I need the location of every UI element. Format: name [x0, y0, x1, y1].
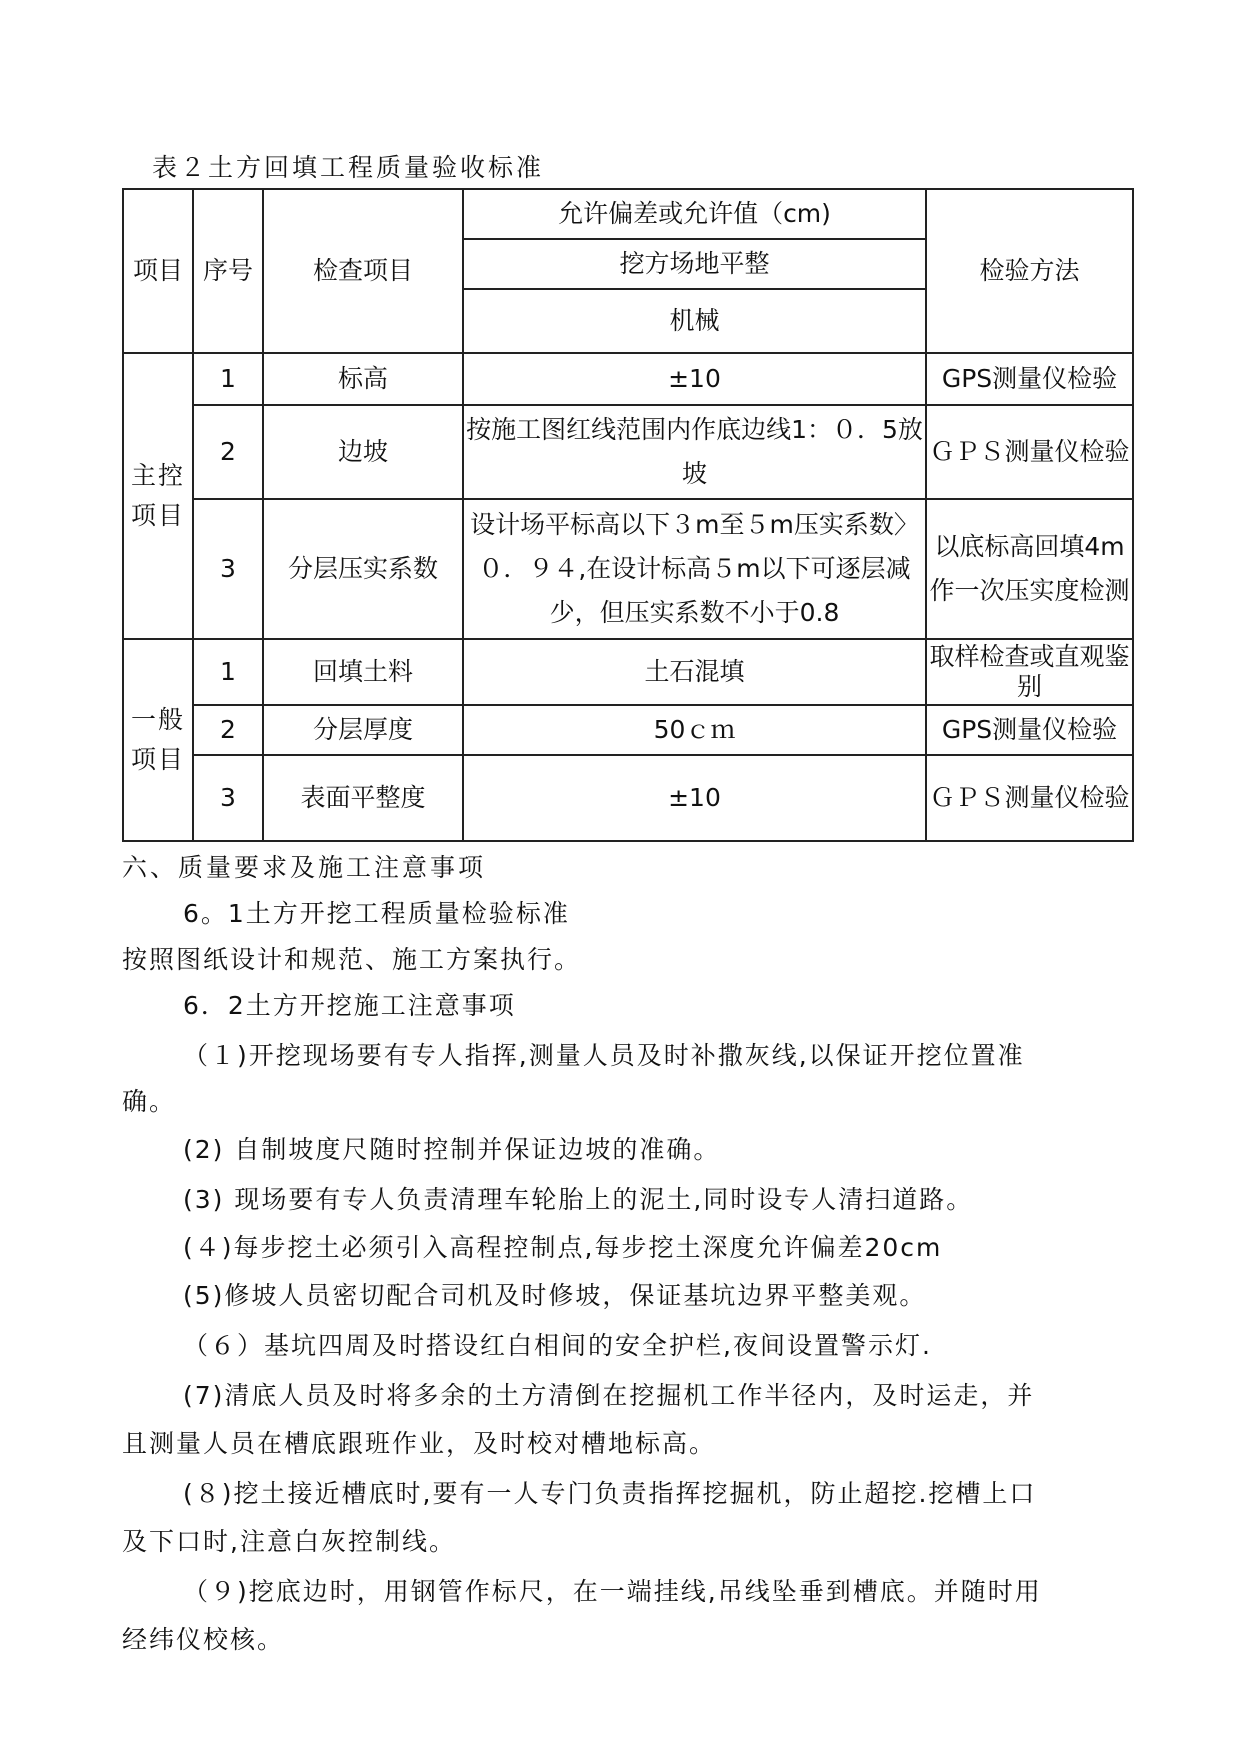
row-method: ＧＰＳ测量仪检验: [926, 755, 1133, 841]
group-label-general: 一般项目: [123, 639, 193, 841]
header-check: 检查项目: [263, 189, 463, 353]
list-item: （９)挖底边时，用钢管作标尺，在一端挂线,吊线坠垂到槽底。并随时用: [183, 1577, 1042, 1606]
row-value: 按施工图红线范围内作底边线1：０．5放坡: [463, 405, 926, 499]
row-method: 取样检查或直观鉴别: [926, 639, 1133, 705]
row-check: 标高: [263, 353, 463, 405]
row-seq: 3: [193, 499, 263, 639]
acceptance-standard-table: [122, 188, 1134, 842]
list-item: (８)挖土接近槽底时,要有一人专门负责指挥挖掘机，防止超挖.挖槽上口: [183, 1479, 1037, 1508]
table-caption: 表２土方回填工程质量验收标准: [152, 153, 545, 182]
row-seq: 2: [193, 405, 263, 499]
list-item: (3) 现场要有专人负责清理车轮胎上的泥土,同时设专人清扫道路。: [183, 1185, 974, 1214]
row-method: GPS测量仪检验: [926, 353, 1133, 405]
row-method: GPS测量仪检验: [926, 705, 1133, 755]
subsection-title: 6．2土方开挖施工注意事项: [183, 991, 516, 1020]
row-check: 回填土料: [263, 639, 463, 705]
row-check: 表面平整度: [263, 755, 463, 841]
list-item: (４)每步挖土必须引入高程控制点,每步挖土深度允许偏差20cm: [183, 1233, 943, 1262]
row-check: 边坡: [263, 405, 463, 499]
header-sub1: 挖方场地平整: [463, 239, 926, 289]
row-check: 分层厚度: [263, 705, 463, 755]
header-item: 项目: [123, 189, 193, 353]
row-value: ±10: [463, 755, 926, 841]
section-heading: 六、质量要求及施工注意事项: [122, 853, 487, 882]
row-value: 50ｃｍ: [463, 705, 926, 755]
row-check: 分层压实系数: [263, 499, 463, 639]
row-value: 土石混填: [463, 639, 926, 705]
row-seq: 1: [193, 353, 263, 405]
group-label-main: 主控项目: [123, 353, 193, 639]
list-item: (5)修坡人员密切配合司机及时修坡，保证基坑边界平整美观。: [183, 1281, 927, 1310]
list-item-continuation: 经纬仪校核。: [122, 1625, 285, 1654]
header-tolerance: 允许偏差或允许值（cm): [463, 189, 926, 239]
row-seq: 3: [193, 755, 263, 841]
row-method: 以底标高回填4m作一次压实度检测: [926, 499, 1133, 639]
row-seq: 1: [193, 639, 263, 705]
list-item: （１)开挖现场要有专人指挥,测量人员及时补撒灰线,以保证开挖位置准: [183, 1041, 1025, 1070]
list-item-continuation: 且测量人员在槽底跟班作业，及时校对槽地标高。: [122, 1429, 717, 1458]
header-method: 检验方法: [926, 189, 1133, 353]
header-sub2: 机械: [463, 289, 926, 353]
list-item: （６）基坑四周及时搭设红白相间的安全护栏,夜间设置警示灯.: [183, 1331, 932, 1360]
row-value: 设计场平标高以下３m至５m压实系数〉０．９４,在设计标高５m以下可逐层减少，但压实系数不小于0.8: [463, 499, 926, 639]
list-item: (7)清底人员及时将多余的土方清倒在挖掘机工作半径内，及时运走，并: [183, 1381, 1035, 1410]
paragraph: 按照图纸设计和规范、施工方案执行。: [122, 945, 582, 974]
row-seq: 2: [193, 705, 263, 755]
list-item-continuation: 及下口时,注意白灰控制线。: [122, 1527, 456, 1556]
row-method: ＧＰＳ测量仪检验: [926, 405, 1133, 499]
subsection-title: 6。1土方开挖工程质量检验标准: [183, 899, 570, 928]
list-item-continuation: 确。: [122, 1087, 177, 1116]
row-value: ±10: [463, 353, 926, 405]
header-seq: 序号: [193, 189, 263, 353]
list-item: (2) 自制坡度尺随时控制并保证边坡的准确。: [183, 1135, 721, 1164]
